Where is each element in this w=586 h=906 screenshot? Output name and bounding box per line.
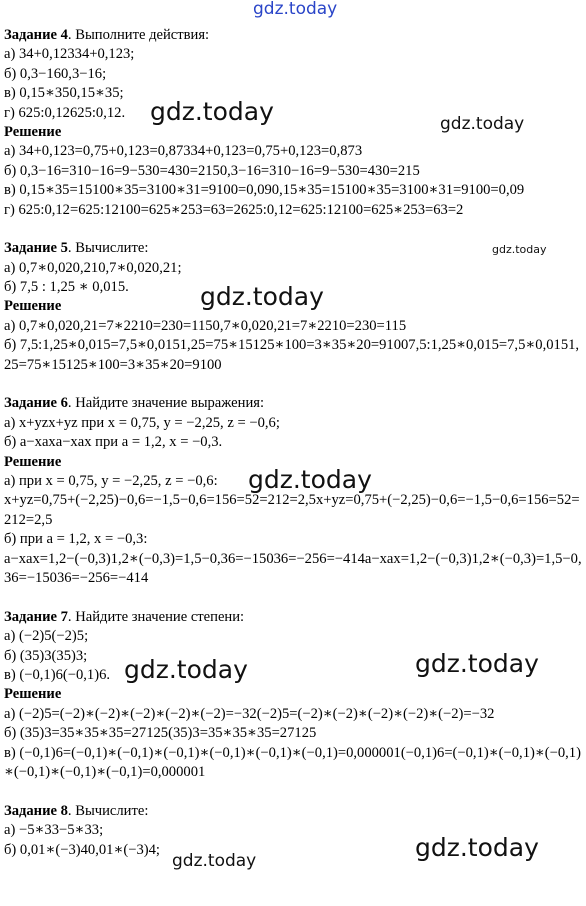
watermark: gdz.today: [415, 833, 539, 862]
task-item: б) 0,01∗(−3)40,01∗(−3)4;: [4, 841, 160, 858]
solution-heading: Решение: [4, 123, 62, 140]
task-item: б) (35)3(35)3;: [4, 647, 88, 664]
watermark: gdz.today: [248, 465, 372, 494]
task-item: а) x+yzx+yz при x = 0,75, y = −2,25, z = −0,6;: [4, 414, 280, 431]
solution-line: а) (−2)5=(−2)∗(−2)∗(−2)∗(−2)∗(−2)=−32(−2)5=(−2)∗(−2)∗(−2)∗(−2)∗(−2)=−32: [4, 705, 495, 722]
task-item: а) 0,7∗0,020,210,7∗0,020,21;: [4, 259, 182, 276]
task-4-heading: Задание 4. Выполните действия:: [4, 27, 210, 43]
solution-line: б) 0,3−16=310−16=9−530=430=2150,3−16=310−16=9−530=430=215: [4, 162, 420, 179]
site-watermark-top: gdz.today: [253, 0, 338, 19]
watermark: gdz.today: [200, 282, 324, 311]
solution-line: a−xax=1,2−(−0,3)1,2∗(−0,3)=1,5−0,36=−15036=−256=−414a−xax=1,2−(−0,3)1,2∗(−0,3)=1,5−0,36=−15036=−256=−414: [4, 550, 582, 587]
task-7-heading: Задание 7. Найдите значение степени:: [4, 608, 245, 625]
task-item: б) 0,3−160,3−16;: [4, 65, 107, 82]
solution-line: в) (−0,1)6=(−0,1)∗(−0,1)∗(−0,1)∗(−0,1)∗(−0,1)∗(−0,1)=0,000001(−0,1)6=(−0,1)∗(−0,1)∗(−0,1)∗(−0,1)∗(−0,1)∗(−0,1)=0,000001: [4, 744, 581, 780]
solution-heading: Решение: [4, 686, 62, 703]
solution-line: в) 0,15∗35=15100∗35=3100∗31=9100=0,090,15∗35=15100∗35=3100∗31=9100=0,09: [4, 182, 525, 199]
watermark: gdz.today: [440, 114, 525, 134]
task-item: г) 625:0,12625:0,12.: [4, 104, 126, 121]
solution-heading: Решение: [4, 453, 62, 470]
task-item: в) (−0,1)6(−0,1)6.: [4, 667, 111, 683]
task-item: а) −5∗33−5∗33;: [4, 822, 104, 839]
task-item: б) a−xaxa−xax при a = 1,2, x = −0,3.: [4, 434, 223, 451]
task-5-heading: Задание 5. Вычислите:: [4, 240, 149, 257]
solution-line: а) 0,7∗0,020,21=7∗2210=230=1150,7∗0,020,21=7∗2210=230=115: [4, 317, 407, 334]
task-item: а) 34+0,12334+0,123;: [4, 46, 135, 63]
solution-line: а) при x = 0,75, y = −2,25, z = −0,6:: [4, 473, 218, 490]
task-item: б) 7,5 : 1,25 ∗ 0,015.: [4, 279, 129, 296]
watermark: gdz.today: [124, 655, 248, 684]
watermark: gdz.today: [492, 243, 547, 256]
solution-line: б) при a = 1,2, x = −0,3:: [4, 531, 148, 548]
task-8-heading: Задание 8. Вычислите:: [4, 802, 149, 819]
solution-heading: Решение: [4, 298, 62, 315]
solution-line: а) 34+0,123=0,75+0,123=0,87334+0,123=0,75+0,123=0,873: [4, 143, 363, 160]
task-item: в) 0,15∗350,15∗35;: [4, 85, 124, 102]
task-6-heading: Задание 6. Найдите значение выражения:: [4, 395, 265, 412]
solution-line: x+yz=0,75+(−2,25)−0,6=−1,5−0,6=156=52=212=2,5x+yz=0,75+(−2,25)−0,6=−1,5−0,6=156=52=212=2,5: [4, 492, 580, 528]
solution-line: б) 7,5:1,25∗0,015=7,5∗0,0151,25=75∗15125∗100=3∗35∗20=91007,5:1,25∗0,015=7,5∗0,0151,25=75∗15125∗100=3∗35∗20=9100: [4, 337, 580, 373]
solution-line: б) (35)3=35∗35∗35=27125(35)3=35∗35∗35=27125: [4, 725, 317, 742]
task-item: а) (−2)5(−2)5;: [4, 628, 89, 645]
watermark: gdz.today: [415, 649, 539, 678]
watermark: gdz.today: [172, 851, 257, 871]
document-body: [4, 26, 584, 860]
solution-line: г) 625:0,12=625:12100=625∗253=63=2625:0,12=625:12100=625∗253=63=2: [4, 201, 464, 218]
watermark: gdz.today: [150, 97, 274, 126]
